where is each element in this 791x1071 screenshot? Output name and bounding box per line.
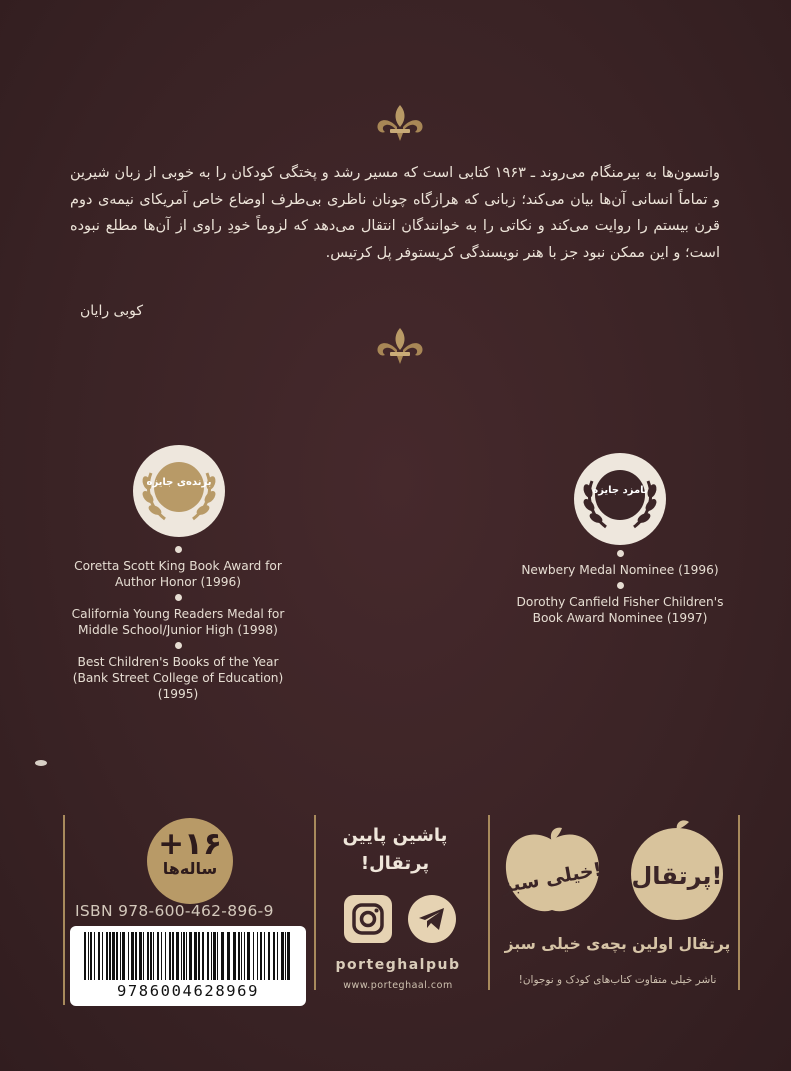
- barcode-bar: [120, 932, 121, 980]
- bullet-dot: [175, 594, 182, 601]
- barcode-bar: [139, 932, 142, 980]
- footer-divider: [314, 815, 316, 990]
- footer-divider: [488, 815, 490, 990]
- barcode-bar: [135, 932, 137, 980]
- barcode-bar: [128, 932, 129, 980]
- barcode-bar: [106, 932, 108, 980]
- award-line: Dorothy Canfield Fisher Children's: [516, 595, 724, 609]
- age-rating-badge: [147, 818, 233, 904]
- imprint-logo-text: خیلی سبز!: [500, 858, 604, 898]
- award-line: Newbery Medal Nominee (1996): [521, 563, 719, 577]
- blurb-paragraph: واتسون‌ها به بیرمنگام می‌روند ـ ۱۹۶۳ کتابی است که مسیر رشد و پختگی کودکان را به خوبی از زبان شیرین و تماماً انسانی آن‌ها بیان می‌کند؛ زبانی که هرازگاه چونان ناظری بی‌طرف اوضاع خاص آمریکای نیمه‌ی دوم قرن بیستم را روایت می‌کند و نکاتی را به خوانندگان انتقال می‌دهد که لزوماً خودِ راوی از آن‌ها مطلع نبوده است؛ و این ممکن نبود جز با هنر نویسندگی کریستوفر پل کرتیس.: [70, 165, 720, 261]
- barcode-bar: [213, 932, 216, 980]
- barcode-bar: [150, 932, 152, 980]
- isbn-text: ISBN 978-600-462-896-9: [75, 902, 274, 920]
- award-line: (Bank Street College of Education): [72, 671, 284, 685]
- publisher-subtitle: ناشر خیلی متفاوت کتاب‌های کودک و نوجوان!: [518, 974, 717, 986]
- barcode-bar: [273, 932, 275, 980]
- footer-divider: [738, 815, 740, 990]
- barcode-bar: [268, 932, 270, 980]
- barcode-bar: [183, 932, 185, 980]
- award-nominee-badge: [572, 451, 668, 547]
- barcode-bar: [181, 932, 182, 980]
- blurb-author: کوبی رایان: [80, 303, 144, 319]
- barcode-bar: [186, 932, 187, 980]
- social-handle[interactable]: porteghalpub: [335, 957, 461, 973]
- barcode-bar: [102, 932, 103, 980]
- barcode-bar: [244, 932, 245, 980]
- barcode-bar: [257, 932, 258, 980]
- barcode-bar: [176, 932, 179, 980]
- barcode-bar: [247, 932, 250, 980]
- barcode-bar: [161, 932, 162, 980]
- award-line: Book Award Nominee (1997): [532, 611, 708, 625]
- barcode-bar: [88, 932, 89, 980]
- laurel-wreath-icon: [572, 451, 668, 547]
- bullet-dot: [175, 546, 182, 553]
- porteghaal-logo: [625, 818, 730, 923]
- barcode-bar: [264, 932, 265, 980]
- bullet-dot: [617, 582, 624, 589]
- award-line: California Young Readers Medal for: [71, 607, 285, 621]
- age-rating-number: +۱۶: [158, 826, 222, 862]
- slogan-line: پاشین پایین: [342, 825, 448, 846]
- barcode-bar: [189, 932, 192, 980]
- barcode-bar: [202, 932, 204, 980]
- barcode-bar: [94, 932, 95, 980]
- barcode-bar: [169, 932, 171, 980]
- award-line: Middle School/Junior High (1998): [78, 623, 278, 637]
- barcode-bar: [207, 932, 209, 980]
- barcode-bar: [131, 932, 134, 980]
- award-item: [500, 550, 740, 578]
- bullet-dot: [617, 550, 624, 557]
- barcode-bar: [112, 932, 115, 980]
- barcode-bar: [233, 932, 236, 980]
- awards-nominated-list: [500, 550, 740, 630]
- slogan-line: پرتقال!: [360, 853, 430, 874]
- barcode-bar: [172, 932, 174, 980]
- award-item: [58, 642, 298, 702]
- award-line: Best Children's Books of the Year: [77, 655, 279, 669]
- award-item: [58, 594, 298, 638]
- publisher-tagline: پرتقال اولین بچه‌ی خیلی سبز: [504, 935, 731, 953]
- barcode-bar: [143, 932, 144, 980]
- barcode-bar: [221, 932, 224, 980]
- nominee-badge-text: نامزد جایزه: [592, 485, 648, 496]
- barcode-bar: [238, 932, 240, 980]
- back-cover-blurb: [70, 160, 720, 266]
- barcode-bar: [217, 932, 218, 980]
- telegram-icon[interactable]: [408, 895, 456, 943]
- barcode-bar: [260, 932, 262, 980]
- footer-divider: [63, 815, 65, 1005]
- fleur-de-lis-icon: [375, 326, 425, 366]
- barcode-bar: [253, 932, 254, 980]
- barcode-bar: [165, 932, 166, 980]
- barcode-bar: [285, 932, 286, 980]
- award-line: (1995): [157, 687, 199, 701]
- khili-sabz-logo: [500, 822, 605, 922]
- publisher-logo-text: پرتقال!: [631, 862, 723, 890]
- barcode-bar: [116, 932, 118, 980]
- barcode-bar: [98, 932, 100, 980]
- award-line: Coretta Scott King Book Award for: [74, 559, 282, 573]
- barcode-bar: [194, 932, 197, 980]
- barcode-bar: [109, 932, 111, 980]
- barcode-bar: [147, 932, 149, 980]
- barcode-bars: [70, 926, 306, 986]
- bullet-dot: [175, 642, 182, 649]
- fleur-de-lis-icon: [375, 103, 425, 143]
- barcode-digits: 9786004628969: [116, 982, 260, 1000]
- smudge-mark: [34, 758, 48, 768]
- barcode-bar: [153, 932, 154, 980]
- barcode-bar: [287, 932, 290, 980]
- isbn-barcode: [70, 926, 306, 1006]
- laurel-wreath-icon: [131, 443, 227, 539]
- barcode-bar: [277, 932, 278, 980]
- awards-won-list: [58, 546, 298, 706]
- instagram-icon[interactable]: [344, 895, 392, 943]
- barcode-bar: [157, 932, 159, 980]
- website-url[interactable]: www.porteghaal.com: [343, 980, 453, 991]
- barcode-bar: [241, 932, 242, 980]
- barcode-bar: [90, 932, 92, 980]
- age-rating-label: ساله‌ها: [162, 859, 218, 878]
- award-line: Author Honor (1996): [114, 575, 242, 589]
- publisher-slogan: [325, 822, 465, 878]
- award-item: [500, 582, 740, 626]
- winner-badge-text: برنده‌ی جایزه: [146, 477, 212, 488]
- barcode-bar: [198, 932, 200, 980]
- award-winner-badge: [131, 443, 227, 539]
- award-item: [58, 546, 298, 590]
- barcode-bar: [84, 932, 86, 980]
- barcode-bar: [281, 932, 284, 980]
- barcode-bar: [227, 932, 230, 980]
- barcode-bar: [122, 932, 125, 980]
- barcode-bar: [211, 932, 212, 980]
